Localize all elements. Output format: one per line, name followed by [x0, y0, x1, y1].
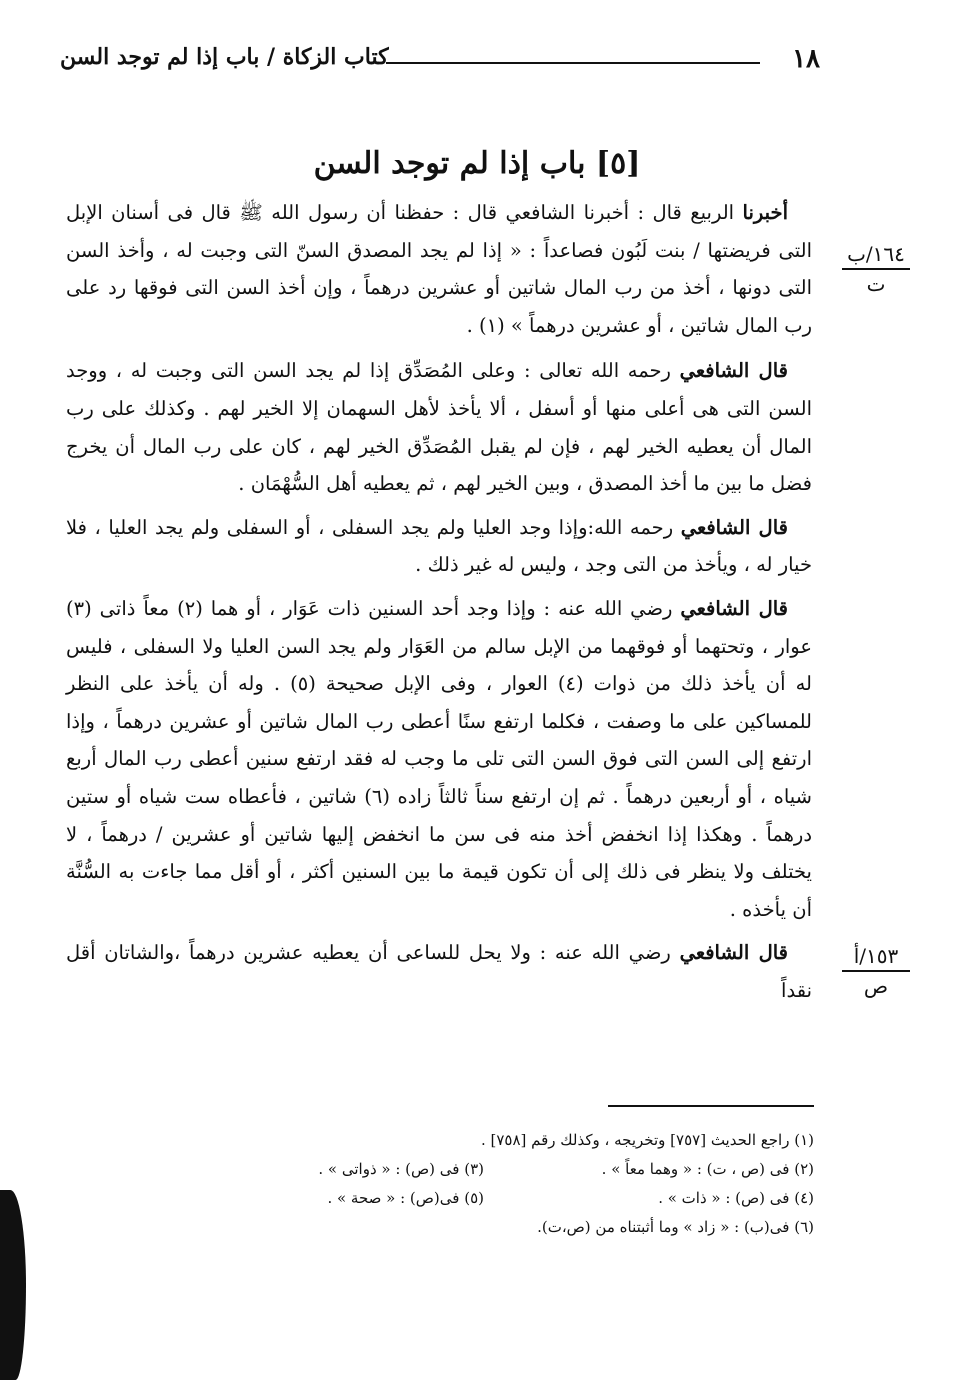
footnote-4: (٤) فى (ص) : « ذات » . — [658, 1189, 814, 1207]
paragraph-5 — [66, 934, 812, 1009]
margin-reference-2-folio: ١٥٣/أ — [853, 944, 899, 968]
footnote-row — [190, 1184, 814, 1213]
paragraph-lead: أخبرنا — [742, 201, 788, 224]
running-header — [60, 44, 820, 78]
chapter-heading: [٥] باب إذا لم توجد السن — [313, 146, 641, 181]
paragraph-text: الربيع قال : أخبرنا الشافعي قال : حفظنا أن رسول الله ﷺ قال فى أسنان الإبل التى فريضتها / بنت لَبُون فصاعداً : « إذا لم يجد المصدق السنّ التى وجبت له ، وأخذ السن التى دونها ، أخذ من رب المال شاتين أو عشرين درهماً ، وإن أخذ السن التى فوقها رد على رب المال شاتين ، أو عشرين درهماً » (١) . — [66, 201, 812, 337]
paragraph-text: رحمه الله:وإذا وجد العليا ولم يجد السفلى ، أو السفلى ولم يجد العليا ، فلا خيار له ، ويأخذ من التى وجد ، وليس له غير ذلك . — [66, 515, 812, 577]
footnote-separator — [608, 1105, 814, 1107]
footnote-row — [190, 1213, 814, 1242]
margin-reference-1-manuscript: ت — [866, 272, 886, 296]
paragraph-lead: قال الشافعي — [680, 596, 788, 620]
footnote-row — [190, 1155, 814, 1184]
footnote-2: (٢) فى (ص ، ت) : « وهما معاً » . — [601, 1160, 814, 1178]
page-number: ١٨ — [792, 44, 820, 74]
margin-reference-2-manuscript: ص — [863, 974, 889, 998]
margin-reference-1-folio: ١٦٤/ب — [847, 242, 905, 266]
footnote-6: (٦) فى(ب) : « زاد » وما أثبتناه من (ص،ت). — [537, 1218, 814, 1236]
paragraph-text: رضي الله عنه : وإذا وجد أحد السنين ذات عَوَار ، أو هما (٢) معاً ذاتى (٣) عوار ، وتحتهما أو فوقهما من الإبل سالم من العَوَار ولم يجد السن العليا ولا السفلى ، فليس له أن يأخذ ذلك من ذوات (٤) العوار ، وفى الإبل صحيحة (٥) . وله أن يأخذ على النظر للمساكين على ما وصفت ، فكلما ارتفع سنًا أعطى رب المال شاتين أو عشرين درهماً ، وإذا ارتفع إلى السن التى فوق السن التى تلى ما وجب له فقد ارتفع سنين أعطى رب المال أربع شياه ، أو أربعين درهماً . ثم إن ارتفع سناً ثالثاً زاده (٦) شاتين ، فأعطاه ست شياه أو ستين درهماً . وهكذا إذا انخفض أخذ منه فى سن ما انخفض إليها شاتين أو عشرين / درهماً ، لا يختلف ولا ينظر فى ذلك إلى أن تكون قيمة ما بين السنين أكثر ، أو أقل مما جاءت به السُّنَّة أن يأخذه . — [66, 596, 812, 921]
margin-reference-2-rule — [842, 970, 910, 972]
paragraph-text: رحمه الله تعالى : وعلى المُصَدِّق إذا لم يجد السن التى وجبت له ، ووجد السن التى هى أعلى منها أو أسفل ، ألا يأخذ لأهل السهمان إلا الخير لهم . وكذلك على رب المال أن يعطيه الخير لهم ، فإن لم يقبل المُصَدِّق الخير لهم ، كان على رب المال أن يخرج فضل ما بين ما أخذ المصدق ، وبين الخير لهم ، ثم يعطيه أهل السُّهْمَان . — [66, 359, 812, 496]
paragraph-4 — [66, 590, 812, 928]
body-text — [66, 194, 812, 1015]
footnotes — [190, 1126, 814, 1242]
margin-reference-1-rule — [842, 268, 910, 270]
running-title: كتاب الزكاة / باب إذا لم توجد السن — [60, 44, 389, 70]
paragraph-lead: قال الشافعي — [679, 941, 789, 965]
footnote-1: (١) راجع الحديث [٧٥٧] وتخريجه ، وكذلك رقم [٧٥٨] . — [480, 1131, 814, 1149]
footnote-row — [190, 1126, 814, 1155]
footnote-3: (٣) فى (ص) : « ذواتى » . — [318, 1160, 484, 1178]
paragraph-1 — [66, 194, 812, 344]
paragraph-3 — [66, 509, 812, 584]
footnote-5: (٥) فى(ص) : « صحة » . — [327, 1189, 484, 1207]
paragraph-lead: قال الشافعي — [680, 515, 788, 539]
margin-reference-1 — [842, 242, 910, 296]
paragraph-text: رضي الله عنه : ولا يحل للساعى أن يعطيه عشرين درهماً ،والشاتان أقل نقداً — [66, 941, 812, 1002]
paragraph-lead: قال الشافعي — [679, 359, 788, 383]
paragraph-2 — [66, 352, 812, 502]
scan-binding-shadow — [0, 1190, 26, 1380]
margin-reference-2 — [842, 944, 910, 998]
header-rule — [386, 62, 760, 64]
